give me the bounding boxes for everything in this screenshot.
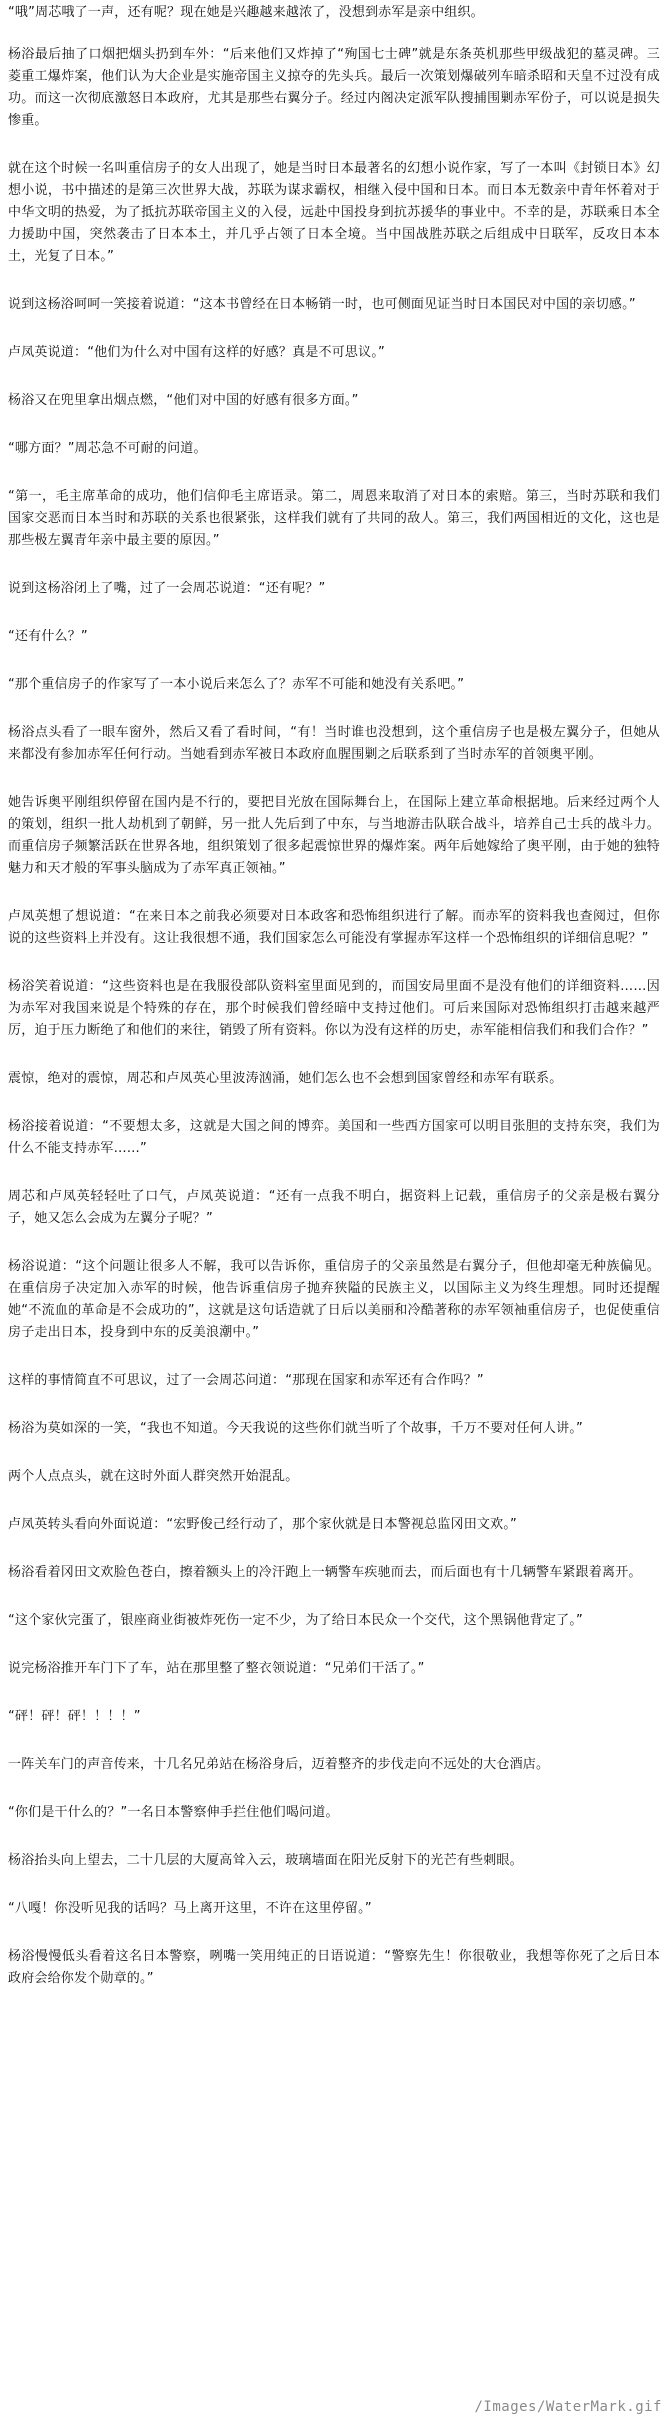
paragraph: “哪方面？”周芯急不可耐的问道。	[8, 441, 207, 456]
paragraph: “还有什么？”	[8, 629, 88, 644]
paragraph: “那个重信房子的作家写了一本小说后来怎么了？赤军不可能和她没有关系吧。”	[8, 677, 465, 692]
paragraph: 杨浴点头看了一眼车窗外，然后又看了看时间，“有！当时谁也没想到，这个重信房子也是极左翼分子，但她从来都没有参加赤军任何行动。当她看到赤军被日本政府血腥围剿之后联系到了当时赤军的首领奥平刚。	[8, 725, 660, 762]
paragraph: 卢凤英说道：“他们为什么对中国有这样的好感？真是不可思议。”	[8, 345, 385, 360]
paragraph: 震惊，绝对的震惊，周芯和卢凤英心里波涛汹涌，她们怎么也不会想到国家曾经和赤军有联系。	[8, 1071, 563, 1086]
watermark-text: /Images/WaterMark.gif	[474, 2399, 662, 2415]
paragraph: “这个家伙完蛋了，银座商业街被炸死伤一定不少，为了给日本民众一个交代，这个黑锅他背定了。”	[8, 1613, 583, 1628]
paragraph: 卢凤英想了想说道：“在来日本之前我必须要对日本政客和恐怖组织进行了解。而赤军的资料我也查阅过，但你说的这些资料上并没有。这让我很想不通，我们国家怎么可能没有掌握赤军这样一个恐怖组织的详细信息呢？”	[8, 909, 660, 946]
paragraph: 说完杨浴推开车门下了车，站在那里整了整衣领说道：“兄弟们干活了。”	[8, 1661, 425, 1676]
paragraph: “哦”周芯哦了一声，还有呢？现在她是兴趣越来越浓了，没想到赤军是亲中组织。	[8, 5, 484, 20]
paragraph: “你们是干什么的？”一名日本警察伸手拦住他们喝问道。	[8, 1805, 339, 1820]
paragraph: 两个人点点头，就在这时外面人群突然开始混乱。	[8, 1469, 299, 1484]
paragraph: “第一，毛主席革命的成功，他们信仰毛主席语录。第二，周恩来取消了对日本的索赔。第三，当时苏联和我们国家交恶而日本当时和苏联的关系也很紧张，这样我们就有了共同的敌人。第三，我们两国相近的文化，这也是那些极左翼青年亲中最主要的原因。”	[8, 489, 660, 548]
paragraph: 杨浴接着说道：“不要想太多，这就是大国之间的博弈。美国和一些西方国家可以明目张胆的支持东突，我们为什么不能支持赤军……”	[8, 1119, 660, 1156]
paragraph: 说到这杨浴闭上了嘴，过了一会周芯说道：“还有呢？”	[8, 581, 326, 596]
paragraph: 这样的事情简直不可思议，过了一会周芯问道：“那现在国家和赤军还有合作吗？”	[8, 1373, 484, 1388]
paragraph: “砰！砰！砰！！！！”	[8, 1709, 141, 1724]
paragraph: 卢凤英转头看向外面说道：“宏野俊己经行动了，那个家伙就是日本警视总监冈田文欢。”	[8, 1517, 517, 1532]
paragraph: 杨浴看着冈田文欢脸色苍白，擦着额头上的冷汗跑上一辆警车疾驰而去，而后面也有十几辆警车紧跟着离开。	[8, 1565, 642, 1580]
paragraph: 说到这杨浴呵呵一笑接着说道：“这本书曾经在日本畅销一时，也可侧面见证当时日本国民对中国的亲切感。”	[8, 297, 636, 312]
paragraph: 杨浴慢慢低头看着这名日本警察，咧嘴一笑用纯正的日语说道：“警察先生！你很敬业，我想等你死了之后日本政府会给你发个勋章的。”	[8, 1949, 660, 1986]
paragraph: 杨浴抬头向上望去，二十几层的大厦高耸入云，玻璃墙面在阳光反射下的光芒有些刺眼。	[8, 1853, 523, 1868]
paragraph: 一阵关车门的声音传来，十几名兄弟站在杨浴身后，迈着整齐的步伐走向不远处的大仓酒店。	[8, 1757, 550, 1772]
paragraph: 杨浴说道：“这个问题让很多人不解，我可以告诉你，重信房子的父亲虽然是右翼分子，但他却毫无种族偏见。在重信房子决定加入赤军的时候，他告诉重信房子抛弃狭隘的民族主义，以国际主义为终生理想。同时还提醒她“不流血的革命是不会成功的”，这就是这句话造就了日后以美丽和冷酷著称的赤军领袖重信房子，也促使重信房子走出日本，投身到中东的反美浪潮中。”	[8, 1259, 660, 1340]
paragraph: 杨浴笑着说道：“这些资料也是在我服役部队资料室里面见到的，而国安局里面不是没有他们的详细资料……因为赤军对我国来说是个特殊的存在，那个时候我们曾经暗中支持过他们。可后来国际对恐怖组织打击越来越严厉，迫于压力断绝了和他们的来往，销毁了所有资料。你以为没有这样的历史，赤军能相信我们和我们合作？”	[8, 979, 660, 1038]
paragraph: 杨浴又在兜里拿出烟点燃，“他们对中国的好感有很多方面。”	[8, 393, 359, 408]
paragraph: 就在这个时候一名叫重信房子的女人出现了，她是当时日本最著名的幻想小说作家，写了一本叫《封锁日本》幻想小说，书中描述的是第三次世界大战，苏联为谋求霸权，相继入侵中国和日本。而日本无数亲中青年怀着对于中华文明的热爱，为了抵抗苏联帝国主义的入侵，远赴中国投身到抗苏援华的事业中。不幸的是，苏联乘日本全力援助中国，突然袭击了日本本土，并几乎占领了日本全境。当中国战胜苏联之后组成中日联军，反攻日本本土，光复了日本。”	[8, 161, 660, 264]
paragraph: 杨浴最后抽了口烟把烟头扔到车外：“后来他们又炸掉了“殉国七士碑”就是东条英机那些甲级战犯的墓灵碑。三菱重工爆炸案，他们认为大企业是实施帝国主义掠夺的先头兵。最后一次策划爆破列车暗杀昭和天皇不过没有成功。而这一次彻底激怒日本政府，尤其是那些右翼分子。经过内阁决定派军队搜捕围剿赤军份子，可以说是损失惨重。	[8, 47, 660, 128]
paragraph: 她告诉奥平刚组织停留在国内是不行的，要把目光放在国际舞台上，在国际上建立革命根据地。后来经过两个人的策划，组织一批人劫机到了朝鲜，另一批人先后到了中东，与当地游击队联合战斗，培养自己士兵的战斗力。而重信房子频繁活跃在世界各地，组织策划了很多起震惊世界的爆炸案。两年后她嫁给了奥平刚，由于她的独特魅力和天才般的军事头脑成为了赤军真正领袖。”	[8, 795, 660, 876]
paragraph: “八嘎！你没听见我的话吗？马上离开这里，不许在这里停留。”	[8, 1901, 372, 1916]
paragraph: 杨浴为莫如深的一笑，“我也不知道。今天我说的这些你们就当听了个故事，千万不要对任何人讲。”	[8, 1421, 583, 1436]
paragraph: 周芯和卢凤英轻轻吐了口气，卢凤英说道：“还有一点我不明白，据资料上记载，重信房子的父亲是极右翼分子，她又怎么会成为左翼分子呢？”	[8, 1189, 660, 1226]
